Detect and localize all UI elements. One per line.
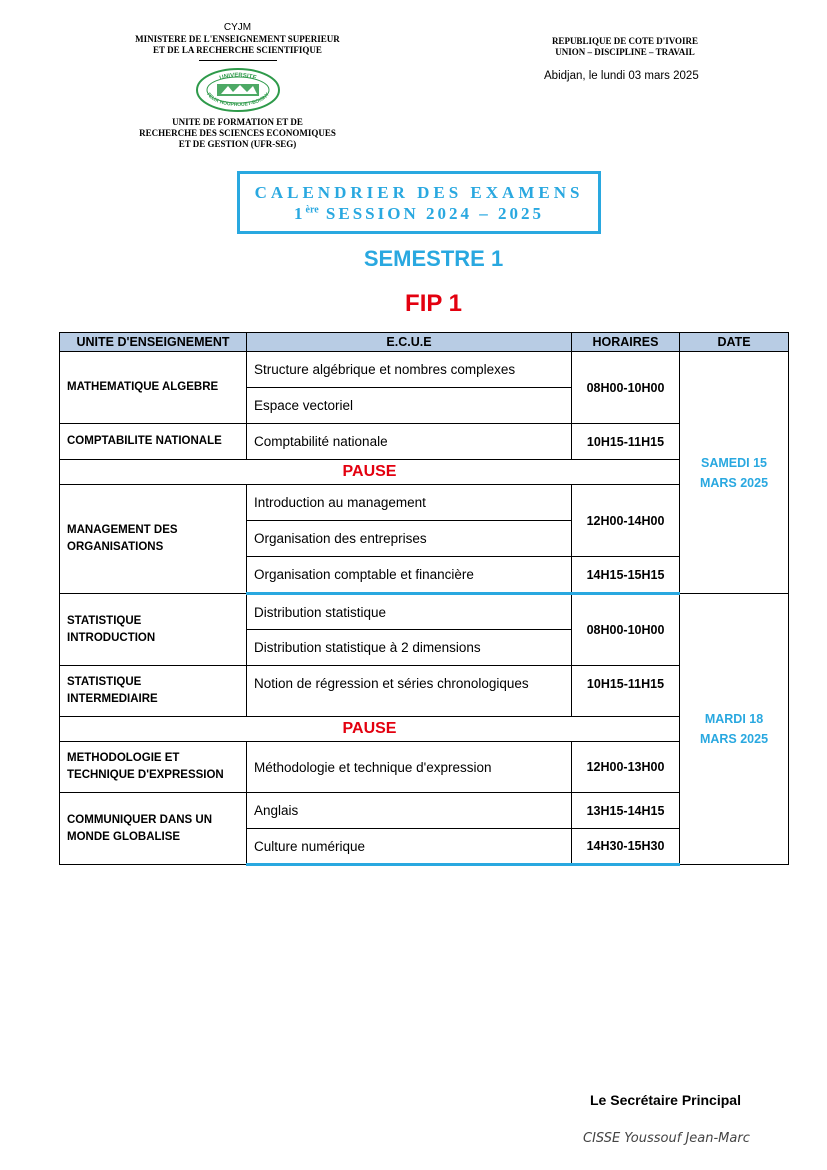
ue-line-2: ORGANISATIONS xyxy=(67,541,164,553)
ue-line-2: MONDE GLOBALISE xyxy=(67,830,181,843)
ecue-cell: Espace vectoriel xyxy=(247,388,572,424)
acronym: CYJM xyxy=(223,22,252,33)
ue-line-1: MANAGEMENT DES xyxy=(67,524,178,536)
country-name: REPUBLIQUE DE COTE D'IVOIRE xyxy=(551,36,699,46)
ue-cell xyxy=(60,742,247,793)
ufr-line-3: ET DE GESTION (UFR-SEG) xyxy=(178,139,297,149)
ecue-cell: Introduction au management xyxy=(247,485,572,521)
ecue-cell: Notion de régression et séries chronologiques xyxy=(247,666,572,717)
col-header-horaires: HORAIRES xyxy=(572,333,680,352)
ue-line-2: INTRODUCTION xyxy=(67,631,156,644)
signatory-name: CISSE Youssouf Jean-Marc xyxy=(583,1131,750,1146)
university-logo xyxy=(195,67,281,113)
ecue-cell: Distribution statistique xyxy=(247,594,572,630)
ufr-line-2: RECHERCHE DES SCIENCES ECONOMIQUES xyxy=(139,128,336,138)
ministry-line-2: ET DE LA RECHERCHE SCIENTIFIQUE xyxy=(153,45,322,55)
date-cell xyxy=(680,594,789,865)
ecue-cell: Organisation comptable et financière xyxy=(247,557,572,594)
ministry-line-1: MINISTERE DE L'ENSEIGNEMENT SUPERIEUR xyxy=(135,34,340,44)
ue-cell: MATHEMATIQUE ALGEBRE xyxy=(60,352,247,424)
ecue-cell: Structure algébrique et nombres complexes xyxy=(247,352,572,388)
date-cell xyxy=(680,352,789,594)
table-row xyxy=(60,352,789,388)
ecue-cell: Comptabilité nationale xyxy=(247,424,572,460)
table-row xyxy=(60,594,789,630)
ue-cell xyxy=(60,485,247,594)
time-cell: 14H15-15H15 xyxy=(572,557,680,594)
ecue-cell: Culture numérique xyxy=(247,829,572,865)
table-row xyxy=(60,742,789,793)
pause-label: PAUSE xyxy=(60,717,680,742)
time-cell: 08H00-10H00 xyxy=(572,352,680,424)
ue-cell xyxy=(60,793,247,865)
program-heading: FIP 1 xyxy=(405,290,462,317)
time-cell: 12H00-14H00 xyxy=(572,485,680,557)
ue-line-2: INTERMEDIAIRE xyxy=(67,693,158,705)
ue-line-2: TECHNIQUE D'EXPRESSION xyxy=(67,769,224,781)
signatory-title: Le Secrétaire Principal xyxy=(590,1092,741,1108)
pause-row xyxy=(60,460,789,485)
col-header-ecue: E.C.U.E xyxy=(247,333,572,352)
session-superscript: ère xyxy=(305,204,319,216)
ufr-line-1: UNITE DE FORMATION ET DE xyxy=(172,117,303,127)
date-line-1: MARDI 18 xyxy=(704,712,764,726)
time-cell: 10H15-11H15 xyxy=(572,424,680,460)
ue-line-1: STATISTIQUE xyxy=(67,676,142,688)
ecue-cell: Organisation des entreprises xyxy=(247,521,572,557)
institution-header xyxy=(105,22,370,150)
ue-cell xyxy=(60,594,247,666)
ue-line-1: METHODOLOGIE ET xyxy=(67,752,180,764)
table-header-row xyxy=(60,333,789,352)
session-years: SESSION 2024 – 2025 xyxy=(318,204,544,223)
date-line-2: MARS 2025 xyxy=(699,475,769,490)
logo-text-bottom: FELIX HOUPHOUET-BOIGNY xyxy=(204,91,271,109)
title-line-2 xyxy=(240,204,598,224)
date-line-1: SAMEDI 15 xyxy=(701,455,767,470)
logo-text-top: UNIVERSITE xyxy=(218,72,257,82)
pause-label: PAUSE xyxy=(60,460,680,485)
exam-schedule-table xyxy=(59,332,789,866)
col-header-ue: UNITE D'ENSEIGNEMENT xyxy=(60,333,247,352)
table-row xyxy=(60,666,789,717)
title-line-1: CALENDRIER DES EXAMENS xyxy=(254,183,584,202)
svg-text:UNIVERSITE xyxy=(218,73,256,82)
session-number: 1 xyxy=(294,204,306,223)
time-cell: 08H00-10H00 xyxy=(572,594,680,666)
time-cell: 13H15-14H15 xyxy=(572,793,680,829)
ecue-cell: Distribution statistique à 2 dimensions xyxy=(247,630,572,666)
date-line-2: MARS 2025 xyxy=(699,732,769,746)
title-box xyxy=(237,171,601,234)
table-row xyxy=(60,424,789,460)
time-cell: 14H30-15H30 xyxy=(572,829,680,865)
time-cell: 12H00-13H00 xyxy=(572,742,680,793)
country-motto: UNION – DISCIPLINE – TRAVAIL xyxy=(555,47,695,57)
divider xyxy=(199,60,277,61)
country-header xyxy=(530,36,720,82)
pause-row xyxy=(60,717,789,742)
table-row xyxy=(60,485,789,521)
time-cell: 10H15-11H15 xyxy=(572,666,680,717)
semester-heading: SEMESTRE 1 xyxy=(363,246,504,271)
ecue-cell: Anglais xyxy=(247,793,572,829)
ue-line-1: STATISTIQUE xyxy=(67,614,142,627)
table-row xyxy=(60,793,789,829)
ue-cell: COMPTABILITE NATIONALE xyxy=(60,424,247,460)
ecue-cell: Méthodologie et technique d'expression xyxy=(247,742,572,793)
col-header-date: DATE xyxy=(680,333,789,352)
ue-cell xyxy=(60,666,247,717)
document-date: Abidjan, le lundi 03 mars 2025 xyxy=(544,70,699,82)
ue-line-1: COMMUNIQUER DANS UN xyxy=(67,813,213,826)
